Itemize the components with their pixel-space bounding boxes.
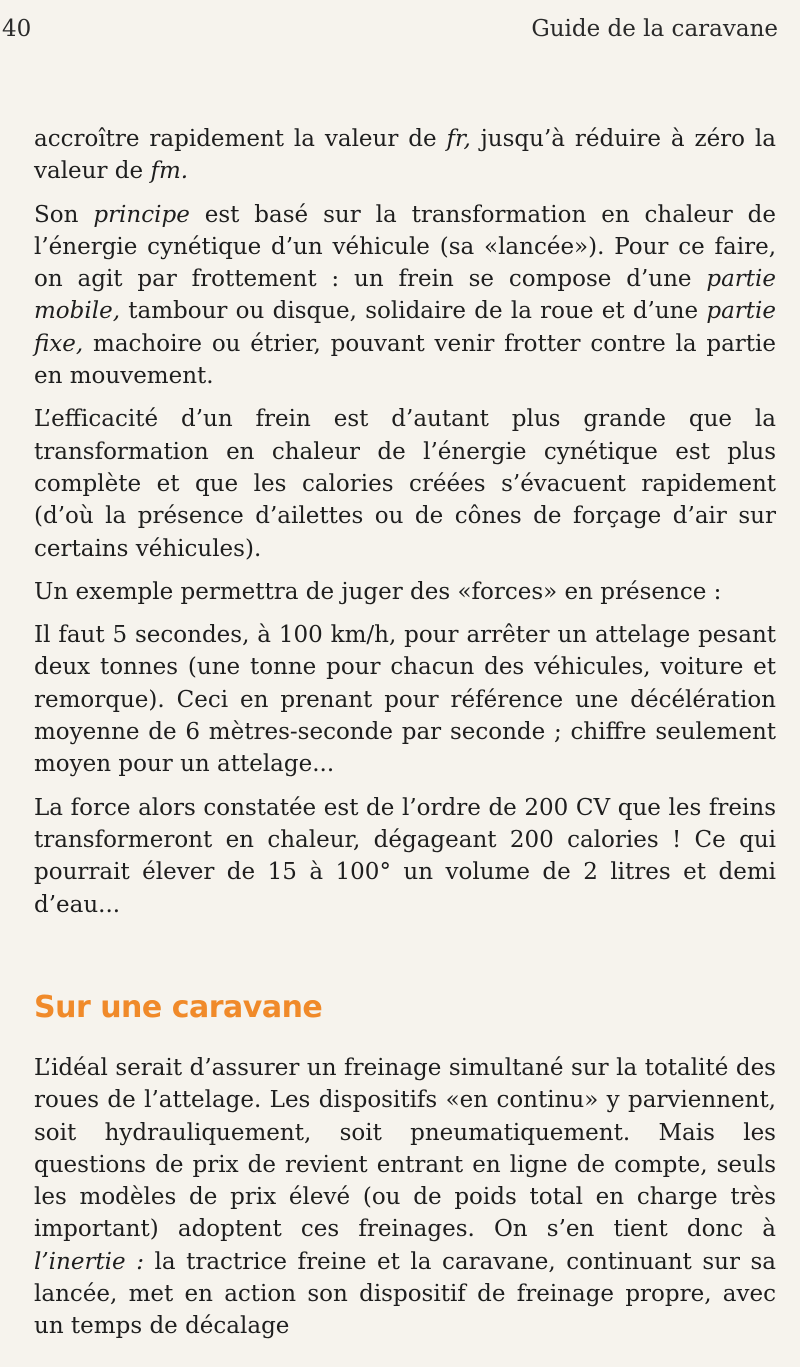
paragraph (34, 619, 776, 780)
section-heading: Sur une caravane (34, 990, 323, 1025)
paragraph (34, 199, 776, 393)
paragraph (34, 403, 776, 564)
paragraph (34, 576, 776, 608)
paragraph (34, 1052, 776, 1343)
text-run: la tractrice freine et la caravane, continuant sur sa lancée, met en action son dispositif de freinage propre, avec un temps de décalage (34, 1248, 777, 1340)
italic-text-run: partie fixe, (34, 298, 776, 357)
body-text (34, 123, 776, 932)
text-run: L’efficacité d’un frein est d’autant plus grande que la transformation en chaleur de l’énergie cynétique est plus complète et que les calories créées s’évacuent rapidement (d’où la présence d’ailettes ou de cônes de forçage d’air sur certains véhicules). (34, 406, 776, 562)
italic-text-run: partie mobile, (34, 266, 776, 325)
text-run: Son (34, 201, 94, 228)
text-run: Un exemple permettra de juger des «forces» en présence : (34, 578, 722, 605)
italic-text-run: fm. (150, 158, 189, 185)
text-run: La force alors constatée est de l’ordre de 200 CV que les freins transformeront en chaleur, dégageant 200 calories ! Ce qui pourrait élever de 15 à 100° un volume de 2 litres et demi d’eau... (34, 794, 776, 918)
text-run: est basé sur la transformation en chaleur de l’énergie cynétique d’un véhicule (sa «lancée»). Pour ce faire, on agit par frottement : un frein se compose d’une (34, 201, 776, 293)
text-run: Il faut 5 secondes, à 100 km/h, pour arrêter un attelage pesant deux tonnes (une tonne pour chacun des véhicules, voiture et remorque). Ceci en prenant pour référence une décélération moyenne de 6 mètres-seconde par seconde ; chiffre seulement moyen pour un attelage... (34, 622, 776, 778)
text-run: accroître rapidement la valeur de (34, 126, 447, 152)
text-run: L’idéal serait d’assurer un freinage simultané sur la totalité des roues de l’attelage. Les dispositifs «en continu» y parviennent, soit hydrauliquement, soit pneumatiquement. Mais les questions de prix de revient entrant en ligne de compte, seuls les modèles de prix élevé (ou de poids total en charge très important) adoptent ces freinages. On s’en tient donc à (34, 1055, 776, 1243)
section-body-text (34, 1052, 776, 1354)
page-number: 40 (2, 16, 32, 42)
paragraph (34, 123, 776, 188)
italic-text-run: l’inertie : (34, 1248, 144, 1275)
text-run: machoire ou étrier, pouvant venir frotter contre la partie en mouvement. (34, 330, 776, 390)
italic-text-run: fr, (446, 126, 471, 152)
text-run: jusqu’à réduire à zéro la valeur de (34, 126, 776, 185)
paragraph (34, 792, 776, 921)
running-title: Guide de la caravane (531, 16, 778, 42)
text-run: tambour ou disque, solidaire de la roue et d’une (120, 298, 707, 325)
running-head (2, 16, 778, 50)
italic-text-run: principe (93, 201, 190, 228)
